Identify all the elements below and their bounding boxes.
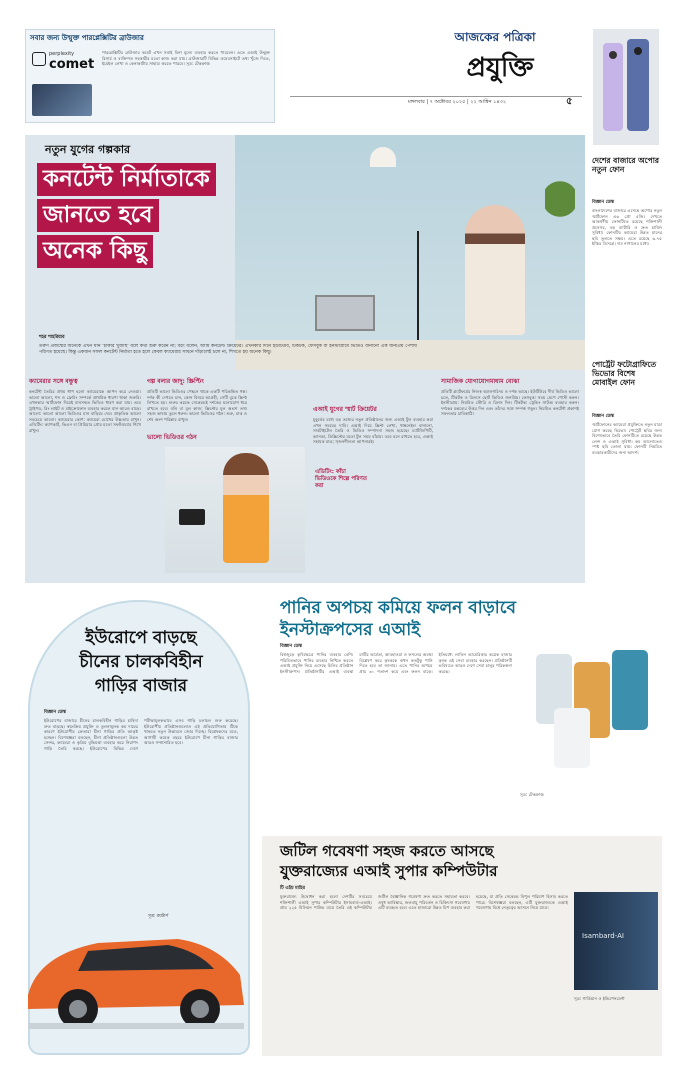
cover-byline: শহর শাহরিয়ার (39, 335, 65, 340)
instacrops-desk: বিজ্ঞান ডেস্ক (280, 644, 303, 649)
woman-figure (223, 453, 269, 563)
masthead-paper: আজকের পত্রিকা (454, 30, 536, 44)
phone-icon (593, 29, 659, 145)
col2-subhead: ভালো ভিডিওর গঠন (147, 434, 197, 441)
col4-head: সামাজিক যোগাযোগমাধ্যম বোঝা (441, 378, 520, 385)
instacrops-title-line2: ইনস্টাক্রপসের এআই (280, 620, 421, 640)
studio-background (235, 135, 585, 370)
china-body: ইউরোপের বাজারে চীনের চালকবিহীন গাড়ির চাহিদা দ্রুত বাড়ছে। স্বয়ংক্রিয় প্রযুক্তি ও তুলনামূলক কম দামের কারণে ইউরোপীয় ক্রেতারা চীনা গাড়ির প্রতি আকৃষ্ট হচ্ছেন। বিশেষজ্ঞরা বলছেন, চীনা প্রতিষ্ঠানগুলো উন্নত সেন্সর, ক্যামেরা ও কৃত্রিম বুদ্ধিমত্তা ব্যবহার করে নিরাপদ গাড়ি তৈরি করছে। ইউরোপের বিভিন্ন দেশে পরীক্ষামূলকভাবে এসব গাড়ি চলাচল শুরু করেছে। ইউরোপীয় প্রতিষ্ঠানগুলোও এই প্রতিযোগিতায় টিকে থাকতে নতুন উদ্ভাবনে জোর দিচ্ছে। বিশ্লেষকদের মতে, আগামী কয়েক বছরে ইউরোপে চীনা গাড়ির বাজার আরও সম্প্রসারিত হবে। (44, 718, 238, 751)
super-body: যুক্তরাজ্যে উদ্বোধন করা হলো দেশটির সবচেয়ে শক্তিশালী এআই সুপার কম্পিউটার ইসামবার্ড-এআই। প্রায় ২২৫ মিলিয়ন পাউন্ড ব্যয়ে তৈরি এই কম্পিউটার জটিল বৈজ্ঞানিক গবেষণা দ্রুত করতে সহায়তা করবে। ওষুধ আবিষ্কার, জলবায়ু পরিবর্তন ও চিকিৎসা গবেষণায় এটি ব্যবহৃত হবে। এতে হাজারো উন্নত চিপ ব্যবহার করা হয়েছে, যা প্রতি সেকেন্ডে বিপুল পরিমাণ হিসাব করতে পারে। বিশেষজ্ঞরা বলছেন, এটি যুক্তরাজ্যকে এআই গবেষণায় বিশ্বে নেতৃত্বের আসনে নিয়ে যাবে। (280, 894, 568, 911)
cover-story (25, 135, 585, 583)
cover-title-line2: জানতে হবে (37, 199, 159, 232)
laptop-icon (315, 295, 375, 331)
rail-head2: পোর্ট্রেট ফটোগ্রাফিতে ভিভোর বিশেষ মোবাইল ফোন (592, 360, 657, 387)
ad-brand: comet (49, 57, 95, 72)
col4-body: প্রতিটি প্ল্যাটফর্মের নিজস্ব অ্যালগরিদম ও দর্শক আছে। ইউটিউবে দীর্ঘ ভিডিও ভালো চলে, টিকটক ও রিলসে ছোট ভিডিও জনপ্রিয়। ফেসবুক: সময় মেপে পোস্ট করুন। ইনস্টাগ্রাম: নিয়মিত স্টোরি ও রিলস দিন। টিকটক: ট্রেন্ডিং সাউন্ড ব্যবহার করুন। দর্শকের মন্তব্যের উত্তর দিন এবং তাঁদের সঙ্গে সম্পর্ক গড়ুন। নিয়মিত কনটেন্ট প্রকাশই সফলতার চাবিকাঠি। (441, 389, 579, 417)
rail-body1: বাংলাদেশের বাজারে এসেছে অপোর নতুন স্মার্টফোন এ৬ প্রো ৫জি। দেখতে আকর্ষণীয় ফোনটিতে রয়েছে শক্তিশালী প্রসেসর, বড় ব্যাটারি ও দ্রুত চার্জিং সুবিধা। ফোনটির ক্যামেরা উন্নত মানের ছবি তুলতে সক্ষম। এতে রয়েছে ৬.৭৫ ইঞ্চির ডিসপ্লে। দাম নাগালের মধ্যে। (592, 208, 662, 247)
camera-icon (179, 509, 205, 525)
ad-body: পারপ্লেক্সিটির ব্রাউজার কমেট এখন সবাই বিনা মূল্যে ব্যবহার করতে পারবেন। এতে এআই উন্মুক্ত রিসার্চ ও ব্যক্তিগত সহকারীর মতো কাজ করা যায়। ব্রাউজারটি বিভিন্ন ওয়েবসাইটে তথ্য খুঁজে দিতে, ইমেইল লেখা ও কেনাকাটায় সাহায্য করতে পারবে। সূত্র: টেকক্রাঞ্চ (102, 50, 270, 67)
masthead-rule (290, 96, 582, 97)
creator-photo (465, 205, 525, 335)
rail-body2: স্মার্টফোনের ক্যামেরা প্রযুক্তিতে নতুন মাত্রা যোগ করছে ভিভো। পোর্ট্রেট ছবির জন্য বিশেষভাবে তৈরি ফোনটিতে রয়েছে উন্নত লেন্স ও এআই সুবিধা। কম আলোতেও স্পষ্ট ছবি তোলা যায়। ফোনটি নিয়মিত ব্যবহারকারীদের জন্য আদর্শ। (592, 422, 662, 455)
china-source: সূত্র: রয়টার্স (148, 914, 169, 919)
car-icon (18, 905, 248, 1045)
instacrops-title-line1: পানির অপচয় কমিয়ে ফলন বাড়াবে (280, 598, 516, 618)
china-title-line1: ইউরোপে বাড়ছে (85, 628, 197, 648)
lamp-icon (370, 147, 396, 167)
china-title-line3: গাড়ির বাজার (94, 676, 188, 696)
ad-tagline: সবার জন্য উন্মুক্ত পারপ্লেক্সিটির ব্রাউজার (30, 34, 144, 42)
china-desk: বিজ্ঞান ডেস্ক (44, 710, 67, 715)
right-rail (592, 150, 662, 590)
instacrops-story (262, 592, 662, 822)
ad-brand-small: perplexity (49, 51, 75, 57)
cover-kicker: নতুন যুগের গল্পকার (45, 143, 131, 156)
page-number: ৫ (566, 96, 573, 107)
col3-body: মুহূর্তের মধ্যে বড় তথ্যের নতুন প্রতিষ্ঠানের জন্য এআই টুল ব্যবহার করা এখন সময়ের দাবি। এআই দিয়ে স্ক্রিপ্ট লেখা, থাম্বনেইল বানানো, সাবটাইটেল তৈরি ও ভিডিও সম্পাদনা সহজ হয়েছে। চ্যাটজিপিটি, ক্যানভা, ডিস্ক্রিপ্টের মতো টুল সময় বাঁচায়। তবে মনে রাখতে হবে, এআই সহায়ক মাত্র; সৃজনশীলতা আপনারই। (313, 417, 433, 445)
supercomputer-story (262, 836, 662, 1056)
cover-title-line3: অনেক কিছু (37, 235, 153, 268)
col3-head: এআই যুগের স্মার্ট ক্রিয়েটর (313, 406, 377, 413)
super-title-line1: জটিল গবেষণা সহজ করতে আসছে (280, 842, 494, 860)
super-desk: টি এইচ মাহির (280, 886, 305, 891)
china-title-line2: চীনের চালকবিহীন (79, 652, 203, 672)
super-title-line2: যুক্তরাজ্যের এআই সুপার কম্পিউটার (280, 862, 498, 880)
server-label: Isambard-AI (582, 932, 624, 940)
plant-icon (545, 175, 575, 235)
instacrops-body: বিশ্বজুড়ে কৃষিক্ষেত্রে পানির ব্যবহার বেশি। পরিমিতভাবে পানির ব্যবহার নিশ্চিত করতে এআই প্রযুক্তি নিয়ে এসেছে চিলির প্রতিষ্ঠান ইনস্টাক্রপস। প্রতিষ্ঠানটির এআই ব্যবস্থা মাটির আর্দ্রতা, আবহাওয়া ও ফসলের অবস্থা বিশ্লেষণ করে কৃষককে কখন কতটুকু পানি দিতে হবে তা জানায়। এতে পানির অপচয় প্রায় ৩০ শতাংশ কমে এবং ফলন বাড়ে। ইতিমধ্যে লাতিন আমেরিকার কয়েক হাজার কৃষক এই সেবা ব্যবহার করছেন। প্রতিষ্ঠানটি ভবিষ্যতে আরও দেশে সেবা চালুর পরিকল্পনা করছে। (280, 652, 512, 674)
super-source: সূত্র: গার্ডিয়ান ও ইন্ডিপেনডেন্ট (574, 996, 625, 1001)
editor-photo (165, 447, 305, 573)
col2-body: প্রতিটি ভালো ভিডিওর পেছনে থাকে একটি পরিকল্পিত গল্প। দর্শক কী দেখতে চান, কোন বিষয়ে আগ্রহী, সেটি বুঝে স্ক্রিপ্ট লিখতে হয়। শুরুর কয়েক সেকেন্ডেই দর্শকের মনোযোগ ধরে রাখতে হবে। বলি বা মূল কাজ: স্ক্রিপ্টের মূল অংশে তথ্য সহজ ভাষায় তুলে ধরুন। ভালো ভিডিওর গঠন: শুরু, মাঝ ও শেষ অংশ পরিষ্কার রাখুন। (147, 389, 247, 422)
instacrops-source: সূত্র: টেকক্রাঞ্চ (520, 792, 544, 797)
ad-banner[interactable] (25, 29, 275, 123)
cover-title-line1: কনটেন্ট নির্মাতাকে (37, 163, 216, 196)
col3-intro (313, 379, 433, 401)
rail-head1: দেশের বাজারে অপোর নতুন ফোন (592, 156, 660, 174)
perplexity-logo-icon (32, 52, 46, 66)
cover-intro: তরুণ প্রজন্মের অনেকে এখন যান 'চাকরি খুঁজছি' বলে কথা শুরু করেন না; বরং বলেন, আমি কনটেন্ট ক্রিয়েটর। এখনকার দিনে ইউটিউব, টিকটক, ফেসবুক বা ইনস্টাগ্রামে ভিডিও বানানো এক জনপ্রিয় পেশায় পরিণত হয়েছে। কিন্তু একজন সফল কনটেন্ট নির্মাতা হতে হলে কেবল ক্যামেরার সামনে দাঁড়ালেই চলে না, শিখতে হয় অনেক কিছু। (39, 344, 417, 356)
xpeng-car-image (18, 905, 248, 1045)
masthead-section: প্রযুক্তি (466, 53, 534, 83)
app-screens-icon (518, 644, 658, 784)
col1-head: ক্যামেরার সঙ্গে বন্ধুত্ব (29, 378, 78, 385)
masthead-dateline: মঙ্গলবার | ৭ অক্টোবর ২০২৫ | ২২ আশ্বিন ১৪৩২ (408, 99, 507, 105)
rail-desk2: বিজ্ঞান ডেস্ক (592, 414, 615, 419)
col1-body: কনটেন্ট তৈরির প্রথম ধাপ হলো ক্যামেরাকে আপন করে নেওয়া। ভালো আলো, শব্দ ও ফ্রেমিং সম্পর্কে প্রাথমিক ধারণা থাকা জরুরি। এখনকার স্মার্টফোন দিয়েই মানসম্মত ভিডিও ধারণ করা যায়। তবে ট্রাইপড, রিং লাইট ও মাইক্রোফোন ব্যবহার করলে মান আরও বাড়ে। আলো: ভালো আলো ভিডিওর মান বাড়িয়ে দেয়। প্রাকৃতিক আলো সবচেয়ে ভালো। ক্যামেরার কোণ: ক্যামেরা চোখের উচ্চতায় রাখুন। এডিটিং: ক্যাপকাট, ভিএন বা প্রিমিয়ার প্রোর মতো সফটওয়্যার শিখে রাখুন। (29, 389, 141, 433)
rail-desk1: বিজ্ঞান ডেস্ক (592, 200, 615, 205)
ad-device-image (32, 84, 92, 116)
phone-product-image (593, 29, 659, 145)
col2-head: গল্প বলার জাদু: স্ক্রিপ্টিং (147, 378, 204, 385)
photo-caption: এডিটিং: কাঁচা ভিডিওকে শিল্পে পরিণত করা (315, 469, 367, 489)
instacrops-app-image (518, 644, 658, 784)
server-rack-image (574, 892, 658, 990)
